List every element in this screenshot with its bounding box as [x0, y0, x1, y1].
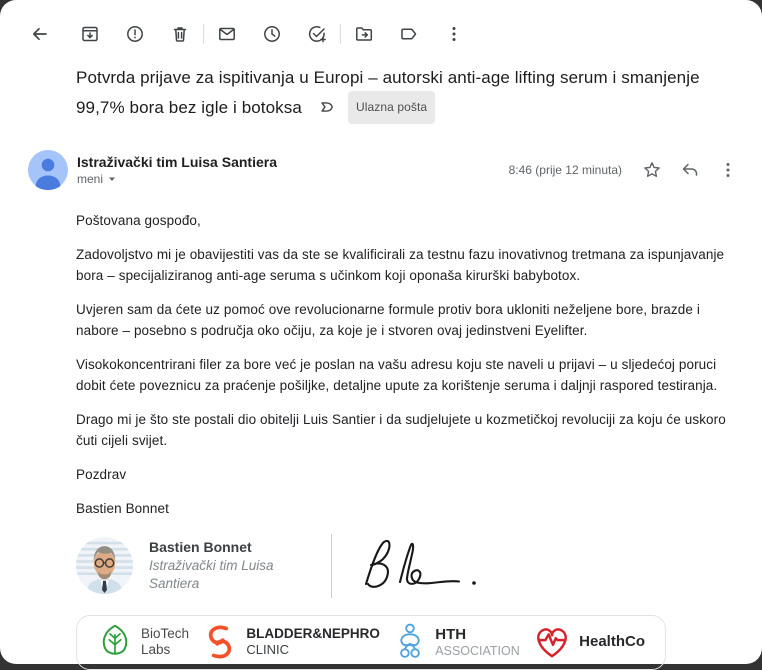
archive-icon[interactable] — [80, 24, 100, 44]
logo-text — [141, 626, 189, 658]
logo-text — [435, 626, 520, 659]
nephro-cross-icon — [202, 623, 238, 661]
mark-unread-icon[interactable] — [217, 24, 237, 44]
chevron-down-icon — [107, 174, 117, 184]
message-more-icon[interactable] — [718, 160, 738, 180]
logo-line: Labs — [141, 642, 171, 658]
signature-photo — [76, 537, 133, 594]
logo-line: HTH — [435, 625, 467, 643]
importance-marker-icon[interactable] — [318, 97, 336, 124]
message-header — [0, 124, 762, 190]
leaf-icon — [97, 623, 133, 661]
delete-icon[interactable] — [170, 24, 190, 44]
subject-text: Potvrda prijave za ispitivanja u Europi – autorski anti-age lifting serum i smanjenje 99,7% bora bez igle i botoksa — [76, 68, 700, 117]
partner-logo-bar — [76, 615, 666, 670]
subject-row — [0, 50, 762, 124]
logo-line: BioTech — [141, 625, 190, 641]
add-to-tasks-icon[interactable] — [307, 24, 327, 44]
body-paragraph: Pozdrav — [76, 467, 127, 483]
move-to-icon[interactable] — [354, 24, 374, 44]
logo-line: HealthCo — [579, 633, 645, 651]
email-subject — [76, 64, 732, 124]
body-paragraph: Uvjeren sam da ćete uz pomoć ove revolucionarne formule protiv bora ukloniti neželjene bore, brazde i nabore – posebno s područja oko očiju, za koje je i stvoren ovaj jedinstveni Eyelifter. — [76, 302, 700, 339]
signature-block — [76, 534, 762, 598]
toolbar-divider — [203, 24, 204, 44]
recipient-label: meni — [77, 172, 104, 186]
body-paragraph: Drago mi je što ste postali dio obitelji Luis Santier i da sudjelujete u kozmetičkoj revoluciji za koju će uskoro čuti cijeli svijet. — [76, 412, 726, 449]
email-toolbar — [0, 0, 762, 50]
handwritten-signature — [354, 534, 484, 597]
sender-name: Istraživački tim Luisa Santiera — [77, 154, 277, 170]
more-options-icon[interactable] — [444, 24, 464, 44]
labels-icon[interactable] — [399, 24, 419, 44]
logo-text — [579, 633, 645, 651]
sender-block — [77, 154, 277, 186]
logo-line: CLINIC — [246, 642, 290, 658]
report-spam-icon[interactable] — [125, 24, 145, 44]
logo-bladder-nephro — [202, 623, 380, 661]
person-figure-icon — [393, 622, 427, 662]
reply-icon[interactable] — [680, 160, 700, 180]
signature-name: Bastien Bonnet — [149, 538, 252, 555]
signature-text — [149, 539, 321, 592]
sender-avatar[interactable] — [28, 150, 68, 190]
logo-healthco — [533, 624, 645, 660]
inbox-label-badge[interactable]: Ulazna pošta — [348, 91, 435, 124]
message-timestamp: 8:46 (prije 12 minuta) — [508, 163, 622, 177]
logo-text — [246, 626, 380, 658]
logo-biotech-labs — [97, 623, 189, 661]
star-icon[interactable] — [642, 160, 662, 180]
back-button[interactable] — [30, 24, 50, 44]
snooze-icon[interactable] — [262, 24, 282, 44]
logo-hth-association — [393, 622, 520, 662]
logo-line: BLADDER&NEPHRO — [246, 626, 380, 642]
body-paragraph: Visokokoncentrirani filer za bore već je poslan na vašu adresu koju ste naveli u prijavi – u sljedećoj poruci dobit ćete poveznicu za praćenje pošiljke, detaljne upute za korištenje seruma i daljnji raspored testiranja. — [76, 357, 718, 394]
body-paragraph: Bastien Bonnet — [76, 501, 169, 517]
signature-title: Istraživački tim Luisa Santiera — [149, 557, 274, 591]
toolbar-divider — [340, 24, 341, 44]
body-paragraph: Zadovoljstvo mi je obavijestiti vas da ste se kvalificirali za testnu fazu inovativnog tretmana za ispunjavanje bora – specijaliziranog anti-age seruma s učinkom koji oponaša kirurški babybotox. — [76, 247, 725, 284]
heart-pulse-icon — [533, 624, 571, 660]
signature-divider — [331, 534, 332, 598]
logo-line: ASSOCIATION — [435, 643, 520, 658]
body-paragraph: Poštovana gospođo, — [76, 213, 201, 228]
message-body — [0, 190, 762, 520]
recipient-dropdown[interactable] — [77, 172, 277, 186]
